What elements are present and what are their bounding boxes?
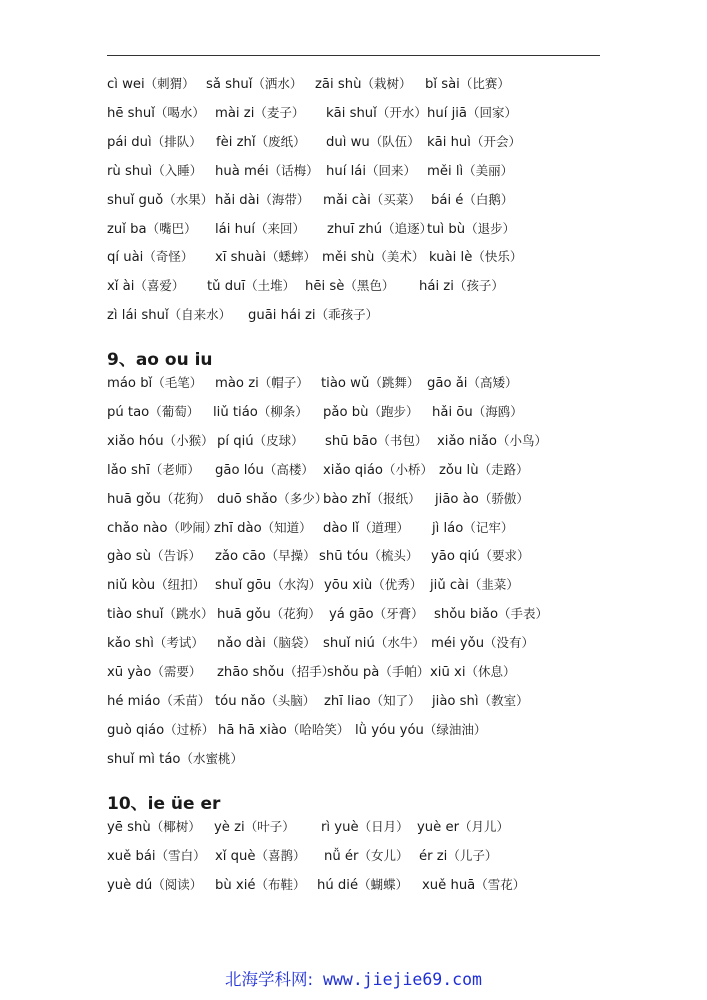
pinyin-word: sǎ shuǐ（洒水） bbox=[206, 76, 303, 92]
pinyin-word: zāi shù（栽树） bbox=[315, 76, 412, 92]
pinyin-word: huí lái（回来） bbox=[326, 162, 416, 179]
pinyin-word: chǎo nào（吵闹） bbox=[107, 519, 218, 536]
pinyin-word: bái é（白鹅） bbox=[431, 191, 514, 208]
pinyin-word: měi lì（美丽） bbox=[427, 162, 514, 179]
pinyin-word: hái zi（孩子） bbox=[419, 278, 504, 295]
pinyin-word: shuǐ gōu（水沟） bbox=[215, 577, 322, 594]
pinyin-word: mào zi（帽子） bbox=[215, 375, 309, 391]
pinyin-word: nǚ ér（女儿） bbox=[324, 847, 409, 864]
pinyin-word: kāi huì（开会） bbox=[427, 133, 521, 150]
footer-url[interactable]: www.jiejie69.com bbox=[323, 970, 482, 989]
pinyin-word: máo bǐ（毛笔） bbox=[107, 375, 203, 391]
pinyin-word: hé miáo（禾苗） bbox=[107, 692, 211, 709]
pinyin-word: jì láo（记牢） bbox=[432, 519, 514, 536]
pinyin-word: zì lái shuǐ（自来水） bbox=[107, 307, 232, 324]
pinyin-word: shǒu biǎo（手表） bbox=[434, 606, 549, 623]
pinyin-word: xiǎo niǎo（小鸟） bbox=[437, 432, 547, 449]
pinyin-word: méi yǒu（没有） bbox=[431, 635, 535, 652]
pinyin-word: gāo ǎi（高矮） bbox=[427, 375, 518, 391]
pinyin-word: hǎi dài（海带） bbox=[215, 191, 310, 208]
pinyin-word: zhī liao（知了） bbox=[324, 692, 421, 709]
pinyin-word: yuè er（月儿） bbox=[417, 819, 510, 835]
pinyin-word: shū bāo（书包） bbox=[325, 432, 428, 449]
pinyin-word: nǎo dài（脑袋） bbox=[217, 635, 316, 652]
pinyin-word: rì yuè（日月） bbox=[321, 819, 409, 835]
pinyin-word: hēi sè（黑色） bbox=[305, 278, 395, 295]
pinyin-word: qí uài（奇怪） bbox=[107, 249, 194, 266]
section-heading-10: 10、ie üe er bbox=[107, 794, 221, 814]
pinyin-word: jiào shì（教室） bbox=[432, 692, 529, 709]
footer-site-name: 北海学科网: bbox=[225, 970, 314, 989]
pinyin-word: kuài lè（快乐） bbox=[429, 249, 523, 266]
pinyin-word: mài zi（麦子） bbox=[215, 104, 305, 121]
pinyin-word: guò qiáo（过桥） bbox=[107, 721, 215, 738]
pinyin-word: xuě bái（雪白） bbox=[107, 847, 206, 864]
pinyin-word: yuè dú（阅读） bbox=[107, 876, 203, 893]
pinyin-word: zhuī zhú（追逐） bbox=[327, 220, 433, 237]
pinyin-word: shuǐ guǒ（水果） bbox=[107, 191, 214, 208]
pinyin-word: lǜ yóu yóu（绿油油） bbox=[355, 721, 487, 738]
pinyin-word: duì wu（队伍） bbox=[326, 133, 420, 150]
pinyin-word: xiū xi（休息） bbox=[430, 664, 516, 680]
pinyin-word: huā gǒu（花狗） bbox=[107, 490, 211, 507]
pinyin-word: yāo qiú（要求） bbox=[431, 548, 530, 565]
pinyin-word: xuě huā（雪花） bbox=[422, 876, 526, 893]
pinyin-word: xǐ què（喜鹊） bbox=[215, 847, 306, 864]
pinyin-word: xǐ ài（喜爱） bbox=[107, 278, 185, 295]
pinyin-word: kǎo shì（考试） bbox=[107, 635, 204, 652]
pinyin-word: shǒu pà（手帕） bbox=[327, 664, 430, 680]
pinyin-word: dào lǐ（道理） bbox=[323, 519, 410, 536]
pinyin-word: shū tóu（梳头） bbox=[319, 548, 419, 565]
pinyin-word: mǎi cài（买菜） bbox=[323, 191, 421, 208]
header-rule bbox=[107, 55, 600, 56]
pinyin-word: huà méi（话梅） bbox=[215, 162, 319, 179]
pinyin-word: shuǐ mì táo（水蜜桃） bbox=[107, 750, 243, 767]
pinyin-word: fèi zhǐ（废纸） bbox=[216, 133, 306, 150]
pinyin-word: yá gāo（牙膏） bbox=[329, 606, 424, 623]
pinyin-word: xī shuài（蟋蟀） bbox=[215, 249, 317, 266]
pinyin-word: bào zhǐ（报纸） bbox=[323, 490, 421, 507]
section-heading-9: 9、ao ou iu bbox=[107, 350, 213, 370]
pinyin-word: hǎi ōu（海鸥） bbox=[432, 403, 523, 420]
pinyin-word: pú tao（葡萄） bbox=[107, 403, 200, 420]
pinyin-word: tuì bù（退步） bbox=[427, 220, 516, 237]
pinyin-word: hē shuǐ（喝水） bbox=[107, 104, 205, 121]
pinyin-word: xiǎo qiáo（小桥） bbox=[323, 461, 434, 478]
pinyin-word: jiǔ cài（韭菜） bbox=[430, 577, 519, 594]
pinyin-word: zuǐ ba（嘴巴） bbox=[107, 220, 197, 237]
pinyin-word: shuǐ niú（水牛） bbox=[323, 635, 425, 652]
pinyin-word: tiào shuǐ（跳水） bbox=[107, 606, 214, 623]
pinyin-word: duō shǎo（多少） bbox=[217, 490, 328, 507]
pinyin-word: jiāo ào（骄傲） bbox=[435, 490, 529, 507]
pinyin-word: huā gǒu（花狗） bbox=[217, 606, 321, 623]
pinyin-word: ér zi（儿子） bbox=[419, 847, 498, 864]
pinyin-word: cì wei（刺猬） bbox=[107, 76, 195, 92]
pinyin-word: pái duì（排队） bbox=[107, 133, 202, 150]
pinyin-word: xū yào（需要） bbox=[107, 664, 202, 680]
pinyin-word: hā hā xiào（哈哈笑） bbox=[218, 721, 350, 738]
pinyin-word: niǔ kòu（纽扣） bbox=[107, 577, 206, 594]
pinyin-word: yē shù（椰树） bbox=[107, 819, 201, 835]
pinyin-word: lǎo shī（老师） bbox=[107, 461, 200, 478]
pinyin-word: guāi hái zi（乖孩子） bbox=[248, 307, 379, 324]
pinyin-word: bǐ sài（比赛） bbox=[425, 76, 510, 92]
pinyin-word: zhī dào（知道） bbox=[214, 519, 312, 536]
pinyin-word: zǒu lù（走路） bbox=[439, 461, 529, 478]
pinyin-word: hú dié（蝴蝶） bbox=[317, 876, 409, 893]
pinyin-word: rù shuì（入睡） bbox=[107, 162, 203, 179]
footer-watermark bbox=[0, 966, 707, 990]
pinyin-word: tiào wǔ（跳舞） bbox=[321, 375, 420, 391]
pinyin-word: xiǎo hóu（小猴） bbox=[107, 432, 214, 449]
pinyin-word: bù xié（布鞋） bbox=[215, 876, 306, 893]
pinyin-word: huí jiā（回家） bbox=[427, 104, 517, 121]
pinyin-word: yè zi（叶子） bbox=[214, 819, 295, 835]
pinyin-word: pǎo bù（跑步） bbox=[323, 403, 419, 420]
pinyin-word: měi shù（美术） bbox=[322, 249, 425, 266]
pinyin-word: pí qiú（皮球） bbox=[217, 432, 304, 449]
pinyin-word: zǎo cāo（早操） bbox=[215, 548, 316, 565]
pinyin-word: gāo lóu（高楼） bbox=[215, 461, 314, 478]
pinyin-word: kāi shuǐ（开水） bbox=[326, 104, 427, 121]
pinyin-word: tóu nǎo（头脑） bbox=[215, 692, 316, 709]
pinyin-word: yōu xiù（优秀） bbox=[324, 577, 423, 594]
pinyin-word: lái huí（来回） bbox=[215, 220, 305, 237]
pinyin-word: zhāo shǒu（招手） bbox=[217, 664, 335, 680]
pinyin-word: liǔ tiáo（柳条） bbox=[213, 403, 308, 420]
pinyin-word: gào sù（告诉） bbox=[107, 548, 201, 565]
pinyin-word: tǔ duī（土堆） bbox=[207, 278, 296, 295]
